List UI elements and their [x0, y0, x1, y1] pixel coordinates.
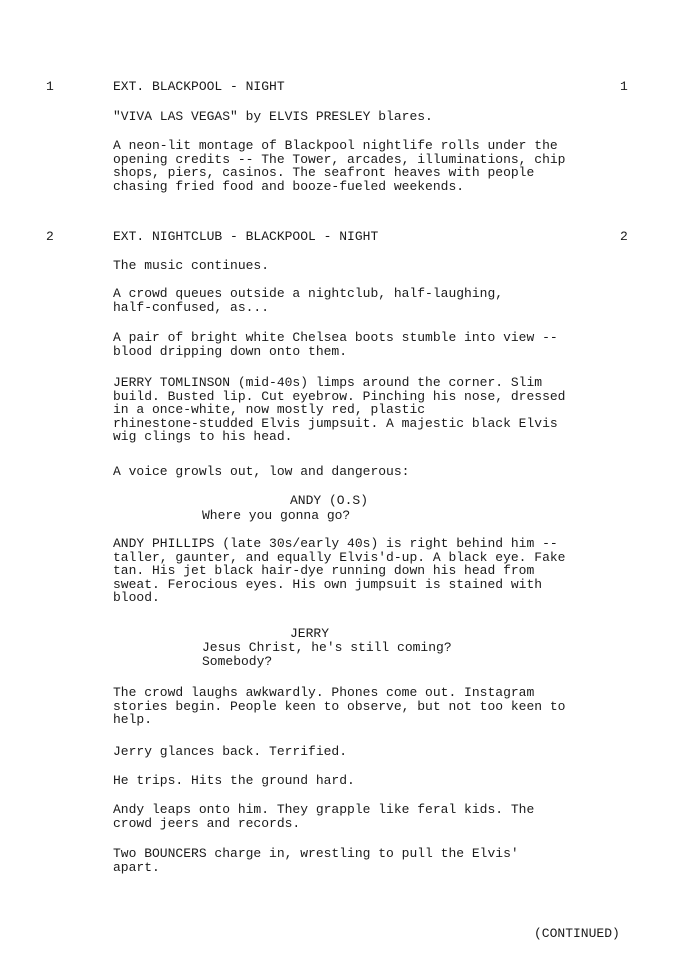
character-name: JERRY	[290, 626, 330, 641]
scene-heading: EXT. NIGHTCLUB - BLACKPOOL - NIGHT	[113, 229, 379, 244]
action-paragraph: He trips. Hits the ground hard.	[113, 773, 355, 788]
scene-number-right: 1	[620, 79, 628, 94]
dialogue-text: Jesus Christ, he's still coming? Somebody?	[202, 640, 452, 669]
action-paragraph: A voice growls out, low and dangerous:	[113, 464, 410, 479]
action-paragraph: A pair of bright white Chelsea boots stumble into view -- blood dripping down onto them.	[113, 330, 558, 359]
action-paragraph: The crowd laughs awkwardly. Phones come out. Instagram stories begin. People keen to observe, but not too keen to help.	[113, 685, 566, 727]
action-paragraph: Two BOUNCERS charge in, wrestling to pull the Elvis' apart.	[113, 846, 519, 875]
action-paragraph: A crowd queues outside a nightclub, half-laughing, half-confused, as...	[113, 286, 504, 315]
character-name: ANDY (O.S)	[290, 493, 369, 508]
dialogue-text: Where you gonna go?	[202, 508, 351, 523]
action-paragraph: "VIVA LAS VEGAS" by ELVIS PRESLEY blares.	[113, 109, 433, 124]
action-paragraph: A neon-lit montage of Blackpool nightlife rolls under the opening credits -- The Tower, arcades, illuminations, chip shops, piers, casinos. The seafront heaves with people chasing fried food and booze-fueled weekends.	[113, 138, 566, 194]
scene-number-left: 2	[46, 229, 54, 244]
continued-marker: (CONTINUED)	[534, 926, 620, 941]
action-paragraph: JERRY TOMLINSON (mid-40s) limps around the corner. Slim build. Busted lip. Cut eyebrow. Pinching his nose, dressed in a once-white, now mostly red, plastic rhinestone-studded Elvis jumpsuit. A majestic black Elvis wig clings to his head.	[113, 375, 566, 444]
scene-number-left: 1	[46, 79, 54, 94]
action-paragraph: Andy leaps onto him. They grapple like feral kids. The crowd jeers and records.	[113, 802, 535, 831]
action-paragraph: ANDY PHILLIPS (late 30s/early 40s) is right behind him -- taller, gaunter, and equally Elvis'd-up. A black eye. Fake tan. His jet black hair-dye running down his head from sweat. Ferocious eyes. His own jumpsuit is stained with blood.	[113, 536, 566, 605]
action-paragraph: Jerry glances back. Terrified.	[113, 744, 348, 759]
action-paragraph: The music continues.	[113, 258, 270, 273]
scene-number-right: 2	[620, 229, 628, 244]
scene-heading: EXT. BLACKPOOL - NIGHT	[113, 79, 285, 94]
